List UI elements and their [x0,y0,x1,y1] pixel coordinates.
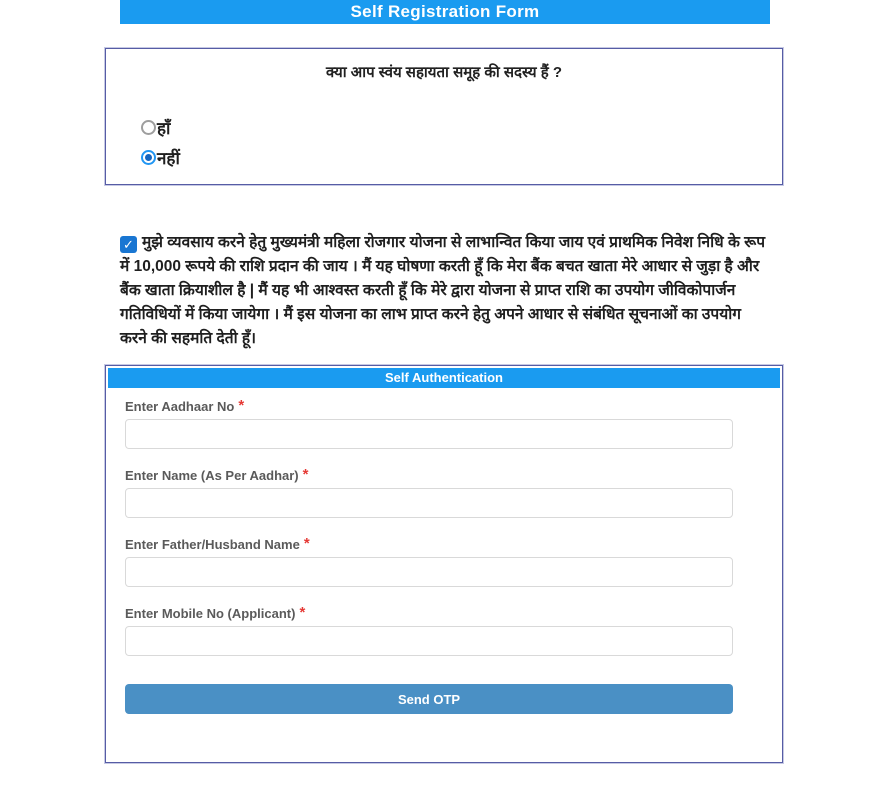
name-label [125,466,763,483]
shg-question-panel [105,48,783,185]
radio-no-label: नहीं [157,148,180,168]
name-input[interactable] [125,488,733,518]
father-husband-label [125,535,763,552]
mobile-label [125,604,763,621]
father-husband-input[interactable] [125,557,733,587]
self-authentication-title: Self Authentication [108,368,780,388]
radio-option-no[interactable] [141,142,782,172]
father-husband-label-text: Enter Father/Husband Name [125,537,300,552]
required-asterisk: * [302,466,309,483]
radio-yes-label: हाँ [157,118,171,138]
send-otp-button[interactable]: Send OTP [125,684,733,714]
page-title: Self Registration Form [120,0,770,24]
mobile-field-group [125,604,763,656]
aadhaar-label [125,397,763,414]
radio-no-icon[interactable] [141,150,156,165]
consent-text: मुझे व्यवसाय करने हेतु मुख्यमंत्री महिला रोजगार योजना से लाभान्वित किया जाय एवं प्राथमिक निवेश निधि के रूप में 10,000 रूपये की राशि प्रदान की जाय । मैं यह घोषणा करती हूँ कि मेरा बैंक बचत खाता मेरे आधार से जुड़ा है और बैंक खाता क्रियाशील है | मैं यह भी आश्वस्त करती हूँ कि मेरे द्वारा योजना से प्राप्त राशि का उपयोग जीविकोपार्जन गतिविधियों में किया जायेगा । मैं इस योजना का लाभ प्राप्त करने हेतु अपने आधार से संबंधित सूचनाओं का उपयोग करने की सहमति देती हूँ। [120,234,766,347]
required-asterisk: * [238,397,245,414]
required-asterisk: * [299,604,306,621]
shg-question-text: क्या आप स्वंय सहायता समूह की सदस्य हैं ? [325,64,563,81]
mobile-input[interactable] [125,626,733,656]
mobile-label-text: Enter Mobile No (Applicant) [125,606,296,621]
radio-option-yes[interactable] [141,112,782,142]
self-authentication-body [108,388,780,714]
required-asterisk: * [303,535,310,552]
name-label-text: Enter Name (As Per Aadhar) [125,468,299,483]
consent-paragraph [120,231,772,351]
radio-yes-icon[interactable] [141,120,156,135]
aadhaar-input[interactable] [125,419,733,449]
consent-checkbox[interactable]: ✓ [120,236,137,253]
aadhaar-label-text: Enter Aadhaar No [125,399,235,414]
self-authentication-panel [105,365,783,763]
aadhaar-field-group [125,397,763,449]
shg-radio-group [141,112,782,172]
name-field-group [125,466,763,518]
father-husband-field-group [125,535,763,587]
